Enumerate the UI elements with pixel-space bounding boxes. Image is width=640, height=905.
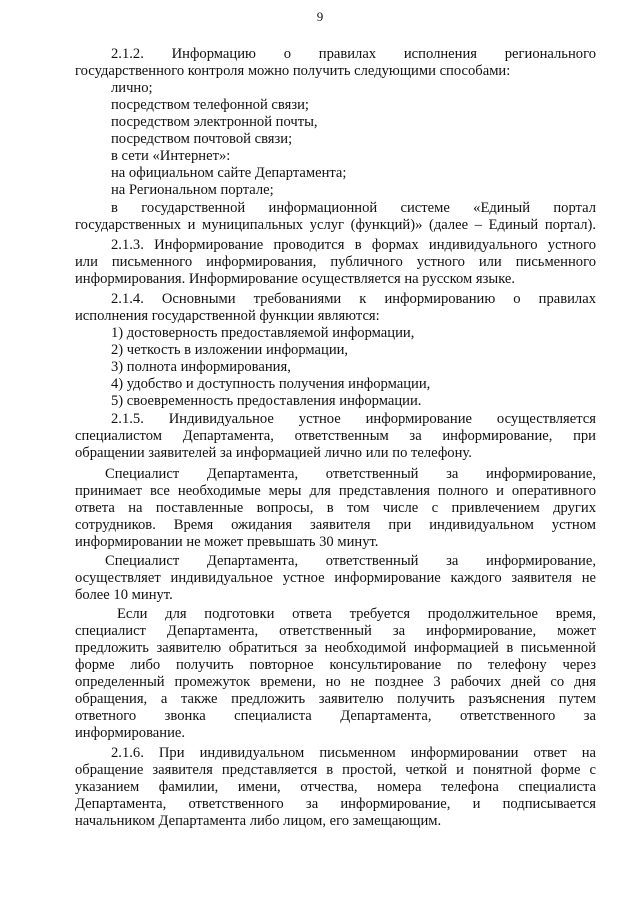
text-line: 4) удобство и доступность получения информации,: [111, 376, 431, 392]
text-line: посредством телефонной связи;: [111, 97, 309, 113]
text-line: 2.1.6. При индивидуальном письменном информировании ответ на: [111, 745, 596, 761]
text-line: информирования. Информирование осуществляется на русском языке.: [75, 271, 516, 287]
text-line: в государственной информационной системе «Единый портал: [111, 200, 596, 216]
text-line: Специалист Департамента, ответственный за информирование,: [105, 553, 596, 569]
text-line: государственного контроля можно получить следующими способами:: [75, 63, 511, 79]
text-line: 5) своевременность предоставления информации.: [111, 393, 422, 409]
text-line: специалист Департамента, ответственный за информирование, может: [75, 623, 596, 639]
text-line: форме либо получить повторное консультирование по телефону через: [75, 657, 596, 673]
text-line: 2.1.5. Индивидуальное устное информирование осуществляется: [111, 411, 596, 427]
text-line: 2.1.4. Основными требованиями к информированию о правилах: [111, 291, 596, 307]
text-line: сотрудников. Время ожидания заявителя при индивидуальном устном: [75, 517, 596, 533]
text-line: 2.1.3. Информирование проводится в формах индивидуального устного: [111, 237, 596, 253]
text-line: в сети «Интернет»:: [111, 148, 231, 164]
text-line: посредством электронной почты,: [111, 114, 318, 130]
text-line: 2) четкость в изложении информации,: [111, 342, 349, 358]
page-number: 9: [316, 9, 324, 24]
text-line: осуществляет индивидуальное устное информирование каждого заявителя не: [75, 570, 596, 586]
text-line: государственных и муниципальных услуг (функций)» (далее – Единый портал).: [75, 217, 596, 233]
text-line: 1) достоверность предоставляемой информации,: [111, 325, 415, 341]
text-line: обращении заявителей за информацией лично или по телефону.: [75, 445, 472, 461]
text-line: на официальном сайте Департамента;: [111, 165, 347, 181]
text-line: Департамента, ответственного за информирование, и подписывается: [75, 796, 596, 812]
text-line: информировании не может превышать 30 минут.: [75, 534, 379, 550]
text-line: или письменного информирования, публичного устного или письменного: [75, 254, 596, 270]
text-line: на Региональном портале;: [111, 182, 274, 198]
text-line: обращение заявителя представляется в простой, четкой и понятной форме с: [75, 762, 596, 778]
text-line: ответа на поставленные вопросы, в том числе с привлечением других: [75, 500, 596, 516]
text-line: 3) полнота информирования,: [111, 359, 291, 375]
text-line: принимает все необходимые меры для представления полного и оперативного: [75, 483, 596, 499]
text-line: ответного звонка специалиста Департамента, ответственного за: [75, 708, 596, 724]
text-line: специалистом Департамента, ответственным за информирование, при: [75, 428, 596, 444]
text-line: указанием фамилии, имени, отчества, номера телефона специалиста: [75, 779, 596, 795]
text-line: 2.1.2. Информацию о правилах исполнения регионального: [111, 46, 596, 62]
text-line: обращения, а также предложить заявителю получить разъяснения путем: [75, 691, 596, 707]
text-line: предложить заявителю обратиться за необходимой информацией в письменной: [75, 640, 596, 656]
text-line: Специалист Департамента, ответственный за информирование,: [105, 466, 596, 482]
text-line: исполнения государственной функции являются:: [75, 308, 380, 324]
text-line: информирование.: [75, 725, 186, 741]
text-line: определенный промежуток времени, но не позднее 3 рабочих дней со дня: [75, 674, 596, 690]
text-line: посредством почтовой связи;: [111, 131, 293, 147]
text-line: начальником Департамента либо лицом, его замещающим.: [75, 813, 442, 829]
text-line: лично;: [111, 80, 153, 96]
text-line: Если для подготовки ответа требуется продолжительное время,: [117, 606, 596, 622]
text-line: более 10 минут.: [75, 587, 173, 603]
